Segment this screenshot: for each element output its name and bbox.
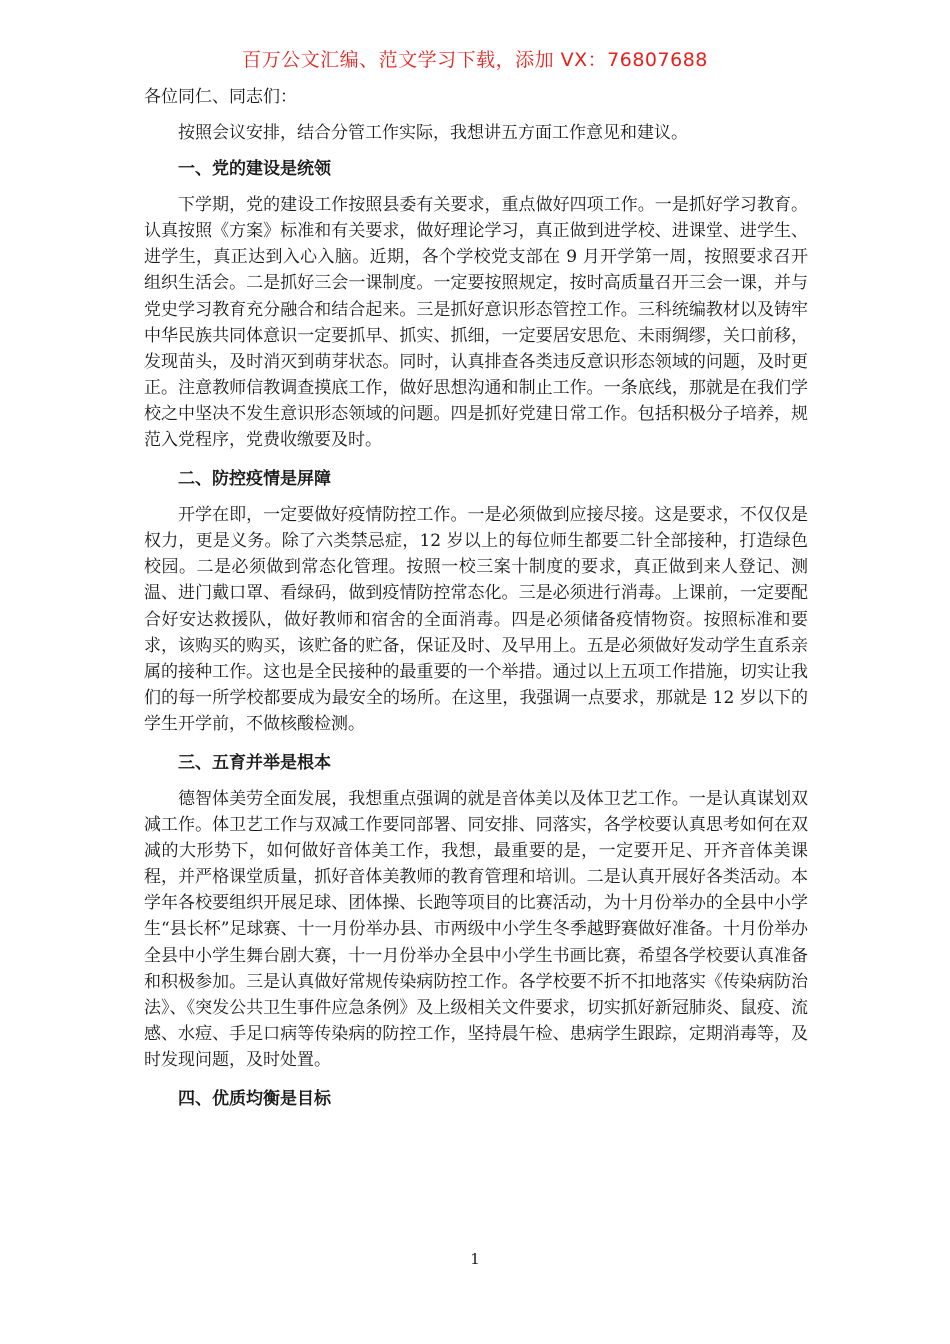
watermark-banner: 百万公文汇编、范文学习下载，添加 VX：76807688 — [242, 49, 708, 71]
section-2 — [144, 466, 808, 737]
section-paragraph: 下学期，党的建设工作按照县委有关要求，重点做好四项工作。一是抓好学习教育。认真按照《方案》标准和有关要求，做好理论学习，真正做到进学校、进课堂、进学生、进学生，真正达到入心入脑。近期，各个学校党支部在 9 月开学第一周，按照要求召开组织生活会。二是抓好三会一课制度。一定要按照规定，按时高质量召开三会一课，并与党史学习教育充分融合和结合起来。三是抓好意识形态管控工作。三科统编教材以及铸牢中华民族共同体意识一定要抓早、抓实、抓细，一定要居安思危、未雨绸缪，关口前移，发现苗头，及时消灭到萌芽状态。同时，认真排查各类违反意识形态领域的问题，及时更正。注意教师信教调查摸底工作，做好思想沟通和制止工作。一条底线，那就是在我们学校之中坚决不发生意识形态领域的问题。四是抓好党建日常工作。包括积极分子培养，规范入党程序，党费收缴要及时。 — [144, 195, 808, 451]
document-body — [144, 84, 808, 1125]
section-heading: 三、五育并举是根本 — [178, 752, 331, 773]
section-heading: 四、优质均衡是目标 — [178, 1089, 331, 1109]
page-number: 1 — [470, 1250, 480, 1268]
section-heading: 一、党的建设是统领 — [178, 159, 331, 180]
intro-paragraph: 按照会议安排，结合分管工作实际，我想讲五方面工作意见和建议。 — [178, 123, 688, 144]
section-paragraph: 德智体美劳全面发展，我想重点强调的就是音体美以及体卫艺工作。一是认真谋划双减工作。体卫艺工作与双减工作要同部署、同安排、同落实，各学校要认真思考如何在双减的大形势下，如何做好音体美工作，我想，最重要的是，一定要开足、开齐音体美课程，并严格课堂质量，抓好音体美教师的教育管理和培训。二是认真开展好各类活动。本学年各校要组织开展足球、团体操、长跑等项目的比赛活动，为十月份举办的全县中小学生“县长杯”足球赛、十一月份举办县、市两级中小学生冬季越野赛做好准备。十月份举办全县中小学生舞台剧大赛，十一月份举办全县中小学生书画比赛，希望各学校要认真准备和积极参加。三是认真做好常规传染病防控工作。各学校要不折不扣地落实《传染病防治法》、《突发公共卫生事件应急条例》及上级相关文件要求，切实抓好新冠肺炎、鼠疫、流感、水痘、手足口病等传染病的防控工作，坚持晨午检、患病学生跟踪，定期消毒等，及时发现问题，及时处置。 — [144, 788, 808, 1070]
section-paragraph: 开学在即，一定要做好疫情防控工作。一是必须做到应接尽接。这是要求，不仅仅是权力，更是义务。除了六类禁忌症，12 岁以上的每位师生都要二针全部接种，打造绿色校园。二是必须做到常态化管理。按照一校三案十制度的要求，真正做到来人登记、测温、进门戴口罩、看绿码，做到疫情防控常态化。三是必须进行消毒。上课前，一定要配合好安达救援队，做好教师和宿舍的全面消毒。四是必须储备疫情物资。按照标准和要求，该购买的购买，该贮备的贮备，保证及时、及早用上。五是必须做好发动学生直系亲属的接种工作。这也是全民接种的最重要的一个举措。通过以上五项工作措施，切实让我们的每一所学校都要成为最安全的场所。在这里，我强调一点要求，那就是 12 岁以下的学生开学前，不做核酸检测。 — [144, 505, 808, 734]
greeting: 各位同仁、同志们： — [144, 87, 297, 107]
section-3 — [144, 750, 808, 1073]
section-1 — [144, 156, 808, 453]
section-4 — [144, 1086, 808, 1112]
section-heading: 二、防控疫情是屏障 — [178, 469, 331, 490]
